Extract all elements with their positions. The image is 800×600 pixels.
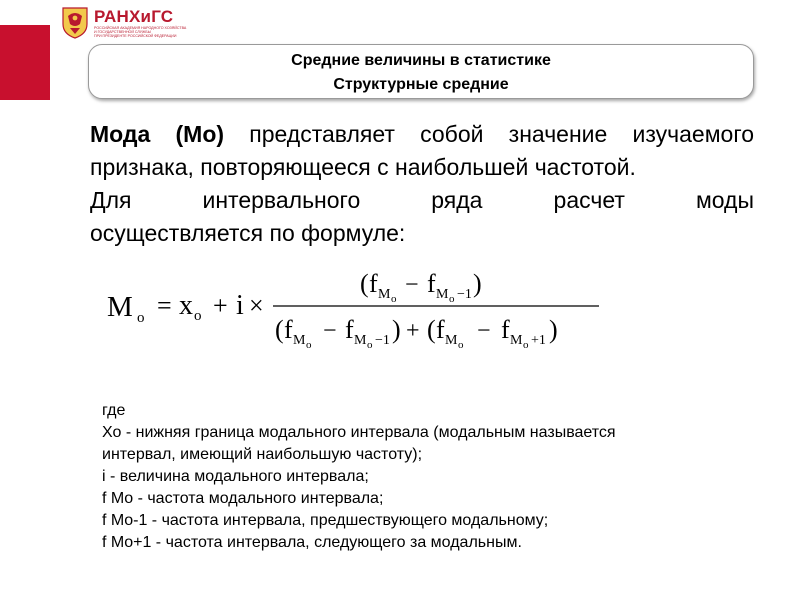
svg-text:f: f	[345, 315, 354, 344]
slide-title-box	[88, 44, 754, 99]
svg-text:o: o	[458, 339, 464, 351]
formula-i: i	[236, 290, 244, 321]
logo-subtitle: РОССИЙСКАЯ АКАДЕМИЯ НАРОДНОГО ХОЗЯЙСТВА И ГОСУДАРСТВЕННОЙ СЛУЖБЫ ПРИ ПРЕЗИДЕНТЕ РОССИЙСКОЙ ФЕДЕРАЦИИ	[94, 26, 187, 39]
svg-text:): )	[549, 315, 558, 344]
formula-intro-line1: Для интервального ряда расчет моды	[90, 187, 754, 213]
formula-lhs-sub: o	[137, 310, 145, 326]
definition-text: представляет собой значение изучаемого признака, повторяющееся с наибольшей частотой.	[90, 121, 754, 180]
svg-text:M: M	[354, 333, 367, 348]
svg-text:(: (	[427, 315, 436, 344]
svg-text:M: M	[378, 287, 391, 302]
formula-plus: +	[213, 291, 228, 320]
svg-text:−: −	[477, 318, 491, 344]
formula-legend	[102, 400, 762, 554]
svg-text:(: (	[275, 315, 284, 344]
svg-text:M: M	[293, 333, 306, 348]
legend-item: i - величина модального интервала;	[102, 468, 369, 485]
formula-intro-line2: осуществляется по формуле:	[90, 220, 406, 246]
term-mode: Мода (Мо)	[90, 121, 225, 147]
slide-title: Средние величины в статистике	[291, 52, 551, 69]
formula-intro-paragraph	[90, 184, 754, 250]
logo-name: РАНХиГС	[94, 7, 174, 26]
svg-text:(: (	[360, 269, 369, 298]
svg-text:+: +	[406, 318, 420, 344]
svg-text:−: −	[405, 272, 419, 298]
formula-numerator	[360, 269, 482, 305]
eagle-emblem-icon	[60, 4, 90, 40]
svg-text:): )	[392, 315, 401, 344]
legend-item: интервал, имеющий наибольшую частоту);	[102, 446, 423, 463]
formula-equals: =	[157, 291, 172, 320]
svg-text:f: f	[427, 269, 436, 298]
svg-text:): )	[473, 269, 482, 298]
slide-subtitle: Структурные средние	[333, 76, 509, 93]
mode-formula	[105, 258, 605, 358]
svg-text:o: o	[391, 293, 397, 305]
formula-times: ×	[249, 291, 264, 320]
svg-text:o: o	[306, 339, 312, 351]
formula-x: x	[179, 290, 193, 321]
formula-denominator	[275, 315, 558, 351]
definition-paragraph	[90, 118, 754, 184]
svg-text:M: M	[510, 333, 523, 348]
accent-red-bar	[0, 25, 50, 100]
svg-text:f: f	[284, 315, 293, 344]
svg-text:f: f	[501, 315, 510, 344]
formula-x-sub: o	[194, 308, 202, 324]
svg-text:−1: −1	[375, 333, 390, 348]
main-text	[90, 118, 754, 250]
svg-text:o: o	[449, 293, 455, 305]
svg-text:o: o	[367, 339, 373, 351]
svg-text:−: −	[323, 318, 337, 344]
svg-text:o: o	[523, 339, 529, 351]
svg-text:f: f	[436, 315, 445, 344]
legend-item: Хо - нижняя граница модального интервала (модальным называется	[102, 424, 616, 441]
legend-item: f Mo+1 - частота интервала, следующего за модальным.	[102, 534, 522, 551]
svg-text:M: M	[436, 287, 449, 302]
svg-text:f: f	[369, 269, 378, 298]
legend-where: где	[102, 402, 126, 419]
svg-text:+1: +1	[531, 333, 546, 348]
svg-text:−1: −1	[457, 287, 472, 302]
ranepa-logo	[60, 4, 200, 40]
legend-item: f Mo-1 - частота интервала, предшествующего модальному;	[102, 512, 549, 529]
formula-lhs: M	[107, 291, 133, 323]
svg-text:M: M	[445, 333, 458, 348]
legend-item: f Mo - частота модального интервала;	[102, 490, 384, 507]
